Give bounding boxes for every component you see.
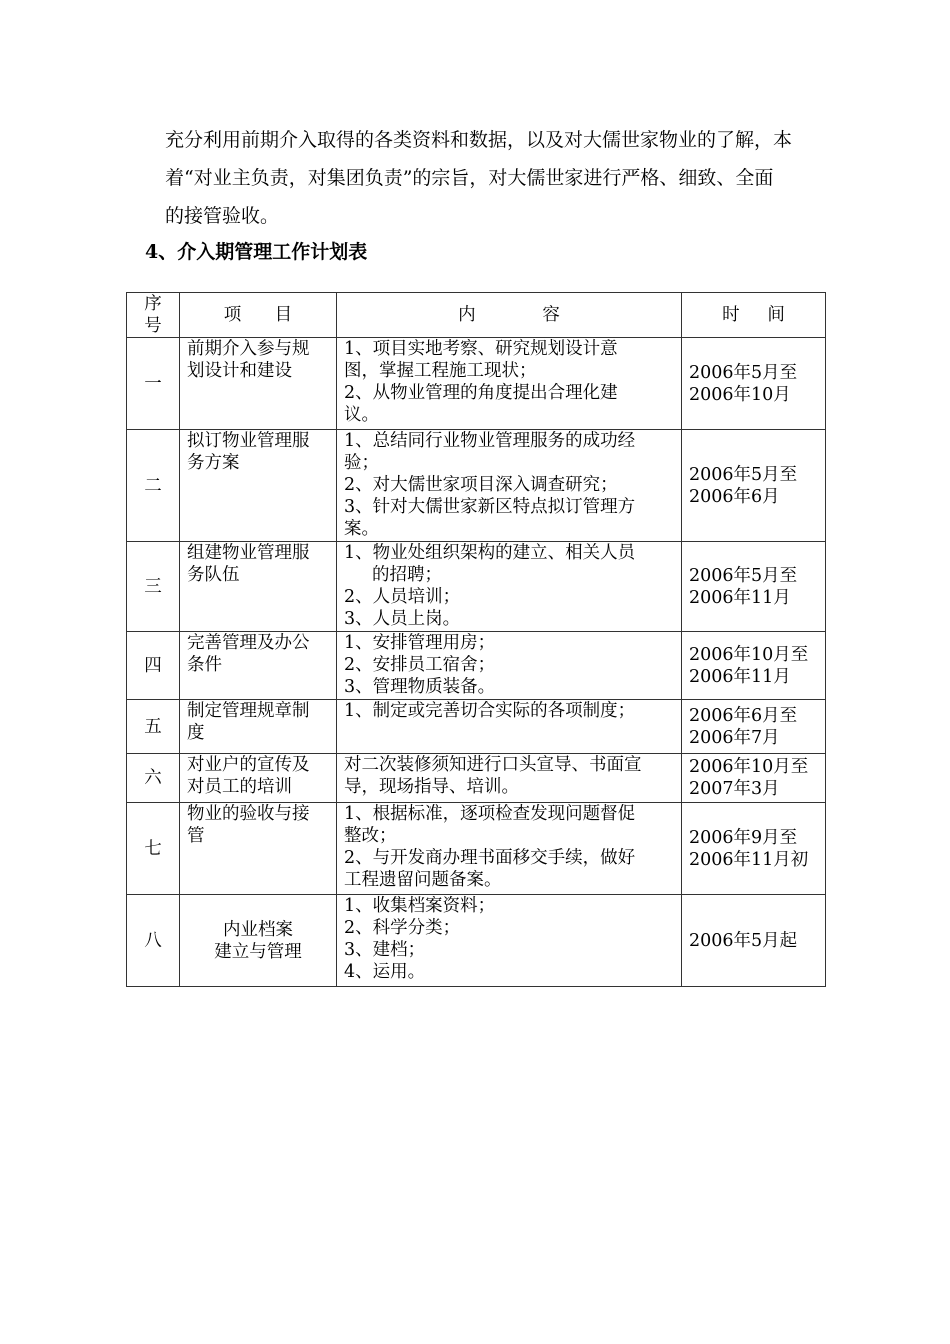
row-item: 物业的验收与接 管 (180, 803, 337, 895)
row-item: 完善管理及办公 条件 (180, 632, 337, 700)
row-no: 三 (127, 542, 180, 632)
row-no: 二 (127, 430, 180, 542)
plan-table (126, 292, 826, 987)
row-content: 1、制定或完善切合实际的各项制度； (337, 700, 682, 754)
table-row (127, 754, 826, 803)
row-time: 2006年6月至 2006年7月 (682, 700, 826, 754)
table-row (127, 632, 826, 700)
row-item: 制定管理规章制 度 (180, 700, 337, 754)
header-content: 内 容 (337, 293, 682, 338)
row-time: 2006年9月至 2006年11月初 (682, 803, 826, 895)
row-content: 1、收集档案资料； 2、科学分类； 3、建档； 4、运用。 (337, 895, 682, 987)
row-time: 2006年5月至 2006年11月 (682, 542, 826, 632)
intro-line: 充分利用前期介入取得的各类资料和数据，以及对大儒世家物业的了解，本 (165, 129, 793, 151)
table-row (127, 803, 826, 895)
row-time: 2006年10月至 2007年3月 (682, 754, 826, 803)
table-row (127, 338, 826, 430)
intro-paragraph (165, 121, 815, 235)
row-content: 对二次装修须知进行口头宣导、书面宣 导，现场指导、培训。 (337, 754, 682, 803)
intro-line: 着“对业主负责，对集团负责”的宗旨，对大儒世家进行严格、细致、全面 (165, 167, 774, 189)
table-header-row (127, 293, 826, 338)
row-content: 1、物业处组织架构的建立、相关人员 的招聘； 2、人员培训； 3、人员上岗。 (337, 542, 682, 632)
row-no: 一 (127, 338, 180, 430)
header-item: 项 目 (180, 293, 337, 338)
section-title: 4、介入期管理工作计划表 (145, 241, 368, 263)
row-time: 2006年5月起 (682, 895, 826, 987)
row-no: 六 (127, 754, 180, 803)
row-no: 七 (127, 803, 180, 895)
row-item: 对业户的宣传及 对员工的培训 (180, 754, 337, 803)
row-item: 前期介入参与规 划设计和建设 (180, 338, 337, 430)
row-time: 2006年5月至 2006年10月 (682, 338, 826, 430)
row-item: 拟订物业管理服 务方案 (180, 430, 337, 542)
row-no: 八 (127, 895, 180, 987)
row-content: 1、总结同行业物业管理服务的成功经 验； 2、对大儒世家项目深入调查研究； 3、针对大儒世家新区特点拟订管理方 案。 (337, 430, 682, 542)
table-row (127, 895, 826, 987)
row-content: 1、安排管理用房； 2、安排员工宿舍； 3、管理物质装备。 (337, 632, 682, 700)
row-time: 2006年5月至 2006年6月 (682, 430, 826, 542)
header-no: 序 号 (127, 293, 180, 338)
header-time: 时 间 (682, 293, 826, 338)
row-no: 五 (127, 700, 180, 754)
row-item: 组建物业管理服 务队伍 (180, 542, 337, 632)
intro-line: 的接管验收。 (165, 205, 280, 227)
row-no: 四 (127, 632, 180, 700)
table-row (127, 700, 826, 754)
row-time: 2006年10月至 2006年11月 (682, 632, 826, 700)
row-content: 1、项目实地考察、研究规划设计意 图，掌握工程施工现状； 2、从物业管理的角度提出合理化建 议。 (337, 338, 682, 430)
row-content: 1、根据标准，逐项检查发现问题督促 整改； 2、与开发商办理书面移交手续，做好 工程遗留问题备案。 (337, 803, 682, 895)
table-row (127, 542, 826, 632)
row-item: 内业档案 建立与管理 (180, 895, 337, 987)
table-row (127, 430, 826, 542)
